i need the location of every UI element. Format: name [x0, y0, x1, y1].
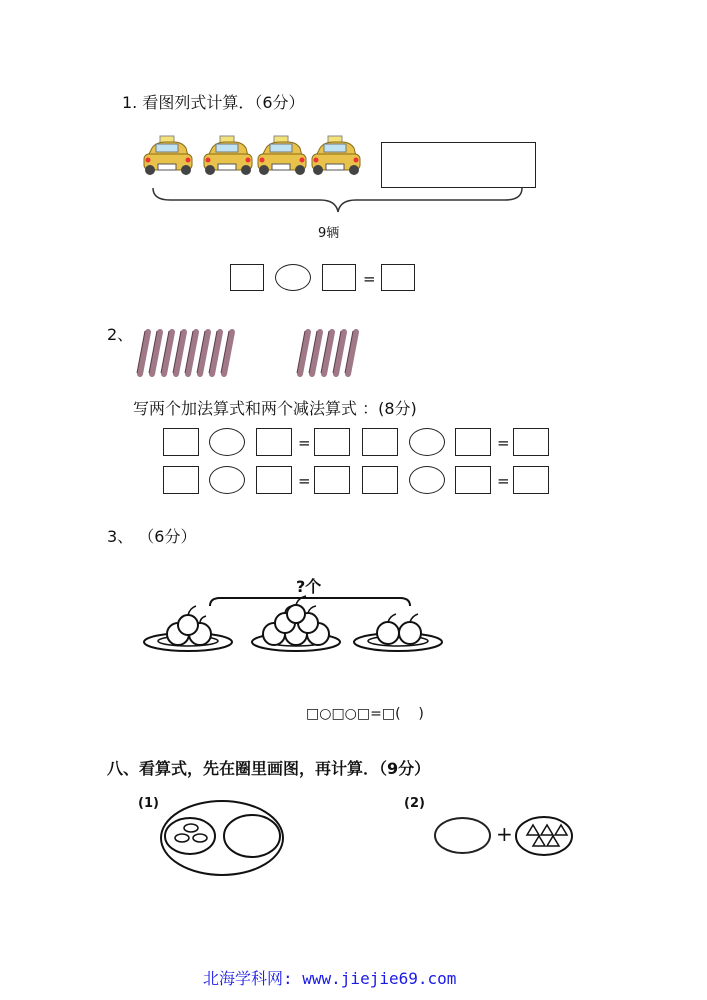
equals-sign: = [298, 472, 311, 490]
q2-number: 2、 [107, 325, 134, 344]
answer-box[interactable] [163, 466, 199, 494]
equals-sign: = [497, 472, 510, 490]
q8-title: 八、看算式，先在圈里画图，再计算．（9分） [107, 759, 431, 778]
drawing-circle-set [160, 800, 290, 880]
q3-formula: □○□○□=□( ) [306, 706, 424, 722]
unknown-count-label: ?个 [296, 577, 322, 596]
answer-box[interactable] [513, 466, 549, 494]
apple-plates [140, 592, 450, 664]
answer-box[interactable] [455, 428, 491, 456]
answer-box[interactable] [455, 466, 491, 494]
answer-box[interactable] [314, 466, 350, 494]
footer-website[interactable]: 北海学科网: www.jiejie69.com [203, 969, 457, 988]
answer-box[interactable] [256, 428, 292, 456]
empty-drawing-oval[interactable] [434, 817, 491, 854]
total-brace [150, 186, 530, 216]
answer-box[interactable] [256, 466, 292, 494]
equals-sign: = [298, 434, 311, 452]
answer-box[interactable] [362, 428, 398, 456]
q8-sub2-label: (2) [404, 796, 425, 811]
equals-sign: = [363, 270, 376, 288]
q8-sub1-label: (1) [138, 796, 159, 811]
operator-oval[interactable] [409, 428, 445, 456]
hidden-cars-box [381, 142, 536, 188]
answer-box[interactable] [362, 466, 398, 494]
answer-box[interactable] [230, 264, 264, 291]
taxi-car-icon [144, 136, 192, 175]
answer-box[interactable] [163, 428, 199, 456]
taxi-car-icon [258, 136, 306, 175]
taxi-car-icon [312, 136, 360, 175]
apple-icon [263, 605, 329, 645]
taxi-car-icon [204, 136, 252, 175]
q2-instruction: 写两个加法算式和两个减法算式 ：(8分) [133, 399, 417, 418]
q3-title: 3、 （6分） [107, 527, 197, 546]
answer-box[interactable] [314, 428, 350, 456]
plus-sign: + [496, 822, 513, 846]
operator-oval[interactable] [275, 264, 311, 291]
q1-title: 1. 看图列式计算．（6分） [122, 93, 305, 112]
operator-oval[interactable] [409, 466, 445, 494]
answer-box[interactable] [322, 264, 356, 291]
total-cars-label: 9辆 [318, 226, 340, 241]
sticks-illustration [128, 326, 368, 378]
triangle-group [515, 815, 575, 857]
operator-oval[interactable] [209, 466, 245, 494]
taxi-cars [140, 132, 370, 192]
answer-box[interactable] [381, 264, 415, 291]
answer-box[interactable] [513, 428, 549, 456]
equals-sign: = [497, 434, 510, 452]
inner-circle-right [224, 815, 280, 857]
operator-oval[interactable] [209, 428, 245, 456]
